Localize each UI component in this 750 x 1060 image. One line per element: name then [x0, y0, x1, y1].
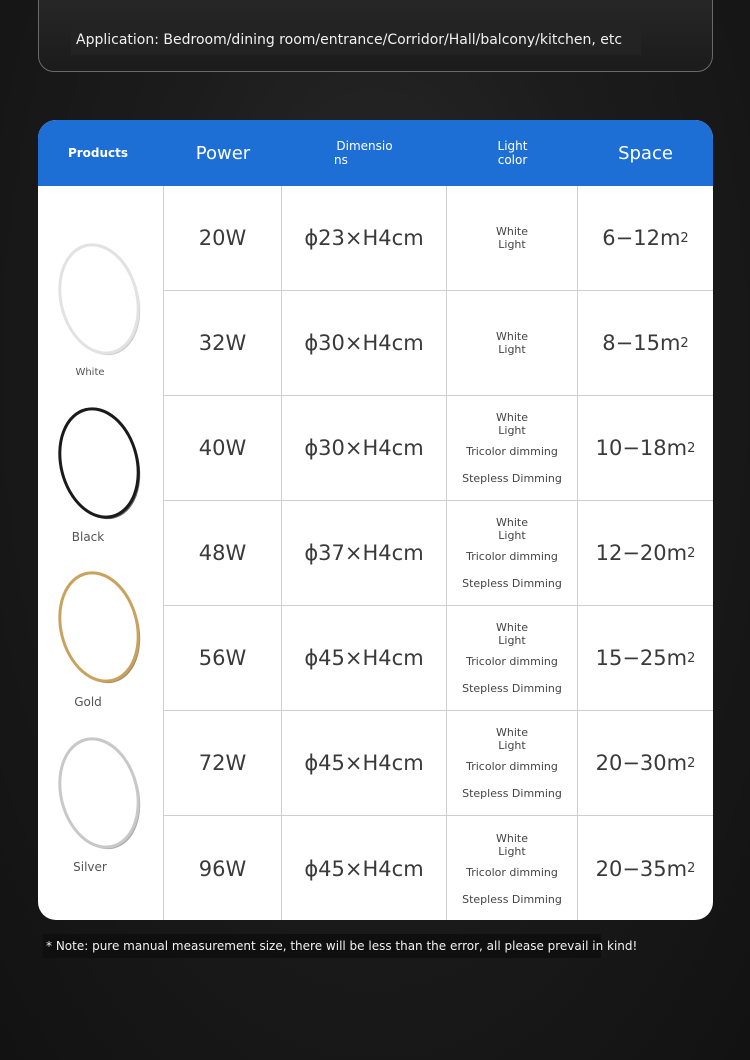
space-superscript: 2 [680, 230, 689, 246]
dimensions-cell: ϕ23×H4cm [282, 186, 447, 290]
header-products: Products [67, 146, 129, 160]
space-value: 10−18m [595, 436, 688, 460]
light-color-cell [447, 501, 578, 605]
light-line1: White [496, 225, 528, 238]
light-line1: White [496, 831, 528, 845]
space-value: 12−20m [595, 541, 688, 565]
header-dimensions [282, 120, 447, 186]
light-color-cell [447, 396, 578, 500]
light-line1: White [496, 621, 528, 634]
product-label-silver: Silver [73, 860, 107, 874]
header-light-color-line2: color [497, 153, 528, 167]
light-white-light [496, 411, 528, 437]
light-line2: Light [498, 739, 526, 752]
space-cell [578, 186, 713, 290]
light-color-cell [447, 816, 578, 920]
space-value: 6−12m [602, 226, 681, 250]
header-light-color-line1: Light [497, 139, 528, 153]
application-box-top-band [39, 0, 712, 9]
table-row [164, 711, 713, 816]
light-white-light [496, 225, 528, 251]
power-cell: 96W [164, 816, 282, 920]
header-space: Space [618, 142, 673, 164]
light-line1: White [496, 726, 528, 739]
product-label-black: Black [71, 530, 105, 544]
light-color-cell [447, 186, 578, 290]
light-color-cell [447, 291, 578, 395]
space-cell [578, 816, 713, 920]
products-column [38, 186, 164, 920]
light-line2: Light [498, 529, 526, 542]
header-light-color [447, 120, 578, 186]
power-cell: 48W [164, 501, 282, 605]
space-cell [578, 711, 713, 815]
light-white-light [496, 726, 528, 752]
light-tricolor: Tricolor dimming [466, 550, 558, 563]
space-superscript: 2 [687, 545, 696, 561]
light-color-cell [447, 711, 578, 815]
light-stepless: Stepless Dimming [462, 787, 562, 800]
light-white-light [496, 330, 528, 356]
light-line2: Light [498, 634, 526, 647]
light-tricolor: Tricolor dimming [466, 445, 558, 458]
product-label-gold: Gold [74, 695, 102, 709]
measurement-note: * Note: pure manual measurement size, there will be less than the error, all please prevail in kind! [43, 934, 601, 958]
space-superscript: 2 [687, 861, 696, 876]
dimensions-cell: ϕ45×H4cm [282, 711, 447, 815]
dimensions-cell: ϕ45×H4cm [282, 816, 447, 920]
table-row [164, 816, 713, 920]
power-cell: 32W [164, 291, 282, 395]
header-dimensions-line2: ns [334, 153, 348, 167]
space-value: 20−35m [595, 856, 688, 881]
space-value: 20−30m [595, 751, 688, 775]
table-row [164, 606, 713, 711]
space-cell [578, 501, 713, 605]
space-cell [578, 396, 713, 500]
lamp-white-image [55, 242, 145, 362]
light-line1: White [496, 411, 528, 424]
light-tricolor: Tricolor dimming [466, 760, 558, 773]
power-cell: 72W [164, 711, 282, 815]
power-cell: 56W [164, 606, 282, 710]
table-row [164, 186, 713, 291]
light-line1: White [496, 516, 528, 529]
light-line2: Light [498, 238, 526, 251]
space-value: 8−15m [602, 331, 681, 355]
light-line2: Light [498, 343, 526, 356]
table-row [164, 291, 713, 396]
light-tricolor: Tricolor dimming [466, 865, 558, 879]
light-white-light [496, 516, 528, 542]
light-stepless: Stepless Dimming [462, 892, 562, 906]
space-superscript: 2 [687, 650, 696, 666]
space-cell [578, 606, 713, 710]
dimensions-cell: ϕ30×H4cm [282, 396, 447, 500]
space-superscript: 2 [687, 440, 696, 456]
lamp-silver-image [55, 736, 145, 856]
lamp-gold-image [55, 570, 145, 690]
light-line2: Light [498, 424, 526, 437]
space-superscript: 2 [687, 755, 696, 771]
power-cell: 20W [164, 186, 282, 290]
space-superscript: 2 [680, 335, 689, 351]
spec-table [38, 120, 713, 920]
lamp-black-image [55, 406, 145, 526]
light-tricolor: Tricolor dimming [466, 655, 558, 668]
dimensions-cell: ϕ45×H4cm [282, 606, 447, 710]
light-line2: Light [498, 844, 526, 858]
light-stepless: Stepless Dimming [462, 682, 562, 695]
dimensions-cell: ϕ37×H4cm [282, 501, 447, 605]
light-white-light [496, 621, 528, 647]
table-row [164, 396, 713, 501]
light-white-light [496, 832, 528, 858]
power-cell: 40W [164, 396, 282, 500]
dimensions-cell: ϕ30×H4cm [282, 291, 447, 395]
light-line1: White [496, 330, 528, 343]
light-stepless: Stepless Dimming [462, 577, 562, 590]
application-text: Application: Bedroom/dining room/entrance/Corridor/Hall/balcony/kitchen, etc [71, 26, 641, 55]
header-dimensions-line1: Dimensio [336, 139, 393, 153]
table-row [164, 501, 713, 606]
light-color-cell [447, 606, 578, 710]
light-stepless: Stepless Dimming [462, 472, 562, 485]
product-label-white: White [75, 367, 105, 378]
header-power: Power [195, 142, 251, 164]
space-value: 15−25m [595, 646, 688, 670]
table-header [38, 120, 713, 186]
space-cell [578, 291, 713, 395]
